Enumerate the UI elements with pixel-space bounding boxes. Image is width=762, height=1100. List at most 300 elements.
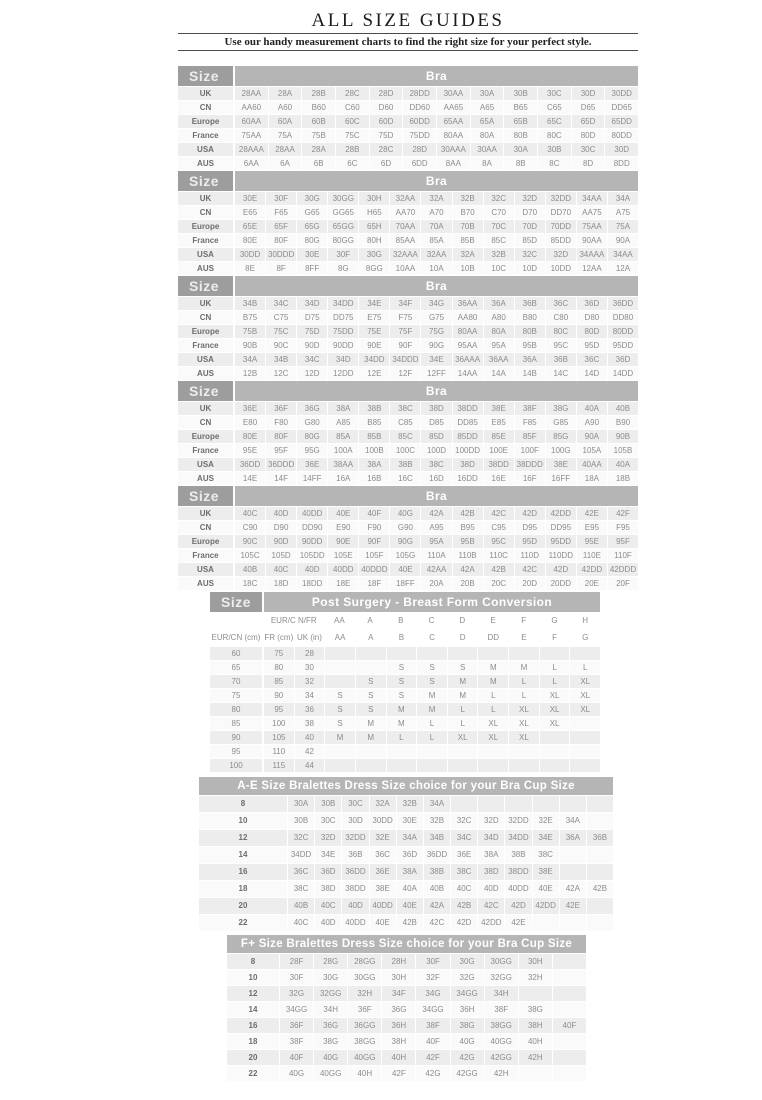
table-cell: 85A (328, 430, 359, 443)
table-row (178, 101, 638, 114)
table-cell: 90F (359, 535, 390, 548)
table-header (178, 171, 638, 191)
table-cell: 30D (572, 87, 606, 100)
table-cell: 36A (560, 830, 587, 846)
table-cell: 42D (515, 507, 546, 520)
table-cell: 80A (471, 129, 505, 142)
table-cell: D65 (572, 101, 606, 114)
table-cell: S (356, 675, 387, 688)
table-cell: 42A (421, 507, 452, 520)
table-cell: 80D (572, 129, 606, 142)
table-cell: 105D (266, 549, 297, 562)
table-cell: 38A (359, 458, 390, 471)
table-cell: 28D (370, 87, 404, 100)
bra-size-table (178, 486, 638, 590)
table-cell: 38H (519, 1018, 553, 1033)
table-cell: 42D (546, 563, 577, 576)
column-header-cell: H (570, 613, 600, 629)
table-cell: 85D (515, 234, 546, 247)
table-cell (448, 745, 479, 758)
table-cell: 38B (424, 864, 451, 880)
table-cell: 65DD (605, 115, 638, 128)
table-cell: 40H (519, 1034, 553, 1049)
table-cell: 105C (235, 549, 266, 562)
table-cell: 85DD (546, 234, 577, 247)
table-cell: 100G (546, 444, 577, 457)
table-cell (356, 759, 387, 772)
table-cell: 10B (453, 262, 484, 275)
table-cell: 95AA (453, 339, 484, 352)
table-cell: E90 (328, 521, 359, 534)
table-cell: 105E (328, 549, 359, 562)
row-label-cell: 8 (199, 796, 287, 812)
category-header-cell: Bra (235, 171, 638, 191)
table-cell: 30GG (485, 954, 519, 969)
table-cell: 90DD (297, 535, 328, 548)
table-cell: 30B (315, 796, 342, 812)
table-cell: 36F (348, 1002, 382, 1017)
table-cell: 95C (546, 339, 577, 352)
table-cell: 10D (515, 262, 546, 275)
table-cell: 16C (390, 472, 421, 485)
table-cell: 100 (264, 717, 295, 730)
table-cell: 80 (210, 703, 262, 716)
table-cell: 80B (504, 129, 538, 142)
table-cell: 42E (577, 507, 608, 520)
table-cell: 34D (297, 297, 328, 310)
row-label-cell: 16 (227, 1018, 279, 1033)
table-cell: 32 (295, 675, 326, 688)
table-cell: 42A (424, 898, 451, 914)
table-cell: 75A (269, 129, 303, 142)
table-cell: 6A (269, 157, 303, 170)
table-cell: DD80 (608, 311, 638, 324)
table-cell (587, 915, 613, 931)
table-cell: 36E (235, 402, 266, 415)
table-cell: 42H (485, 1066, 519, 1081)
table-cell: S (387, 689, 418, 702)
table-cell (325, 675, 356, 688)
table-cell: 8AA (437, 157, 471, 170)
table-cell: 30C (572, 143, 606, 156)
table-cell: C75 (266, 311, 297, 324)
table-cell: C95 (484, 521, 515, 534)
column-header-cell: F (509, 613, 540, 629)
table-cell: 80G (297, 430, 328, 443)
table-cell: 30AA (437, 87, 471, 100)
table-cell: 100A (328, 444, 359, 457)
table-cell: 10C (484, 262, 515, 275)
table-cell (417, 745, 448, 758)
table-cell: 30C (342, 796, 369, 812)
table-cell: E85 (484, 416, 515, 429)
table-cell: 32B (453, 192, 484, 205)
table-row (178, 507, 638, 520)
table-cell: 85C (390, 430, 421, 443)
table-cell: 6B (302, 157, 336, 170)
row-label-cell: UK (178, 192, 233, 205)
table-cell (560, 864, 587, 880)
row-label-cell: Europe (178, 535, 233, 548)
table-cell: L (540, 675, 571, 688)
row-label-cell: USA (178, 143, 233, 156)
table-cell: XL (509, 703, 540, 716)
table-cell: M (387, 717, 418, 730)
row-label-cell: 22 (199, 915, 287, 931)
table-cell: 30A (288, 796, 315, 812)
table-cell: 70AA (390, 220, 421, 233)
row-label-cell: UK (178, 402, 233, 415)
table-cell: 38E (484, 402, 515, 415)
table-cell: F75 (390, 311, 421, 324)
table-cell: 42DD (546, 507, 577, 520)
table-cell: 38D (315, 881, 342, 897)
column-header-cell: G (570, 630, 600, 646)
table-cell: 60D (370, 115, 404, 128)
table-cell: 40GG (314, 1066, 348, 1081)
table-cell: 34D (478, 830, 505, 846)
table-cell: 40C (235, 507, 266, 520)
table-cell: 40C (315, 898, 342, 914)
table-cell: C70 (484, 206, 515, 219)
table-cell: 100B (359, 444, 390, 457)
row-label-cell: 12 (227, 986, 279, 1001)
column-header-cell: B (387, 630, 418, 646)
table-cell: 40G (451, 1034, 485, 1049)
table-cell: 14B (515, 367, 546, 380)
table-cell: 32H (348, 986, 382, 1001)
table-row (178, 339, 638, 352)
table-cell: L (478, 689, 509, 702)
table-cell: 40D (266, 507, 297, 520)
table-row (178, 472, 638, 485)
table-cell: 36E (297, 458, 328, 471)
table-cell (587, 847, 613, 863)
size-guide-page (0, 9, 762, 1081)
table-cell: 32A (421, 192, 452, 205)
table-cell: 75C (266, 325, 297, 338)
table-cell: L (509, 675, 540, 688)
table-cell: AA60 (235, 101, 269, 114)
table-cell: 18C (235, 577, 266, 590)
table-cell: 38D (421, 402, 452, 415)
table-cell: D75 (297, 311, 328, 324)
table-cell: B70 (453, 206, 484, 219)
column-header-cell: A (356, 630, 387, 646)
table-cell: 75F (390, 325, 421, 338)
table-cell: DD65 (605, 101, 638, 114)
table-header (178, 381, 638, 401)
column-header-cell: D (447, 613, 478, 629)
table-cell: 34 (295, 689, 326, 702)
column-header-cell: A (355, 613, 386, 629)
table-row (178, 311, 638, 324)
table-cell: D80 (577, 311, 608, 324)
row-label-cell: 8 (227, 954, 279, 969)
table-cell: B90 (608, 416, 638, 429)
table-cell: 36G (314, 1018, 348, 1033)
table-cell: 75 (264, 647, 295, 660)
table-cell: 12D (297, 367, 328, 380)
table-cell: 75C (336, 129, 370, 142)
table-cell: 36D (608, 353, 638, 366)
table-cell: 42GG (451, 1066, 485, 1081)
table-row (178, 129, 638, 142)
row-label-cell: CN (178, 101, 233, 114)
title-block (178, 9, 638, 51)
table-cell: 70D (515, 220, 546, 233)
table-cell: 32DD (546, 192, 577, 205)
table-row (178, 402, 638, 415)
table-cell: 80H (359, 234, 390, 247)
table-cell: 65AA (437, 115, 471, 128)
bralettes-fplus-table (227, 935, 586, 1081)
table-cell: 34AA (577, 192, 608, 205)
table-cell: G80 (297, 416, 328, 429)
table-cell (478, 745, 509, 758)
table-cell: 20E (577, 577, 608, 590)
table-cell: L (570, 661, 600, 674)
table-cell (560, 915, 587, 931)
table-cell: 30AA (471, 143, 505, 156)
table-cell: 34G (421, 297, 452, 310)
table-cell: 8DD (605, 157, 638, 170)
table-cell: 42C (515, 563, 546, 576)
table-cell: 105G (390, 549, 421, 562)
table-cell: 36B (342, 847, 369, 863)
table-cell: 40GG (348, 1050, 382, 1065)
table-cell (325, 647, 356, 660)
table-cell (540, 647, 571, 660)
table-row (178, 248, 638, 261)
row-label-cell: France (178, 444, 233, 457)
table-cell: 6C (336, 157, 370, 170)
column-header-cell: G (540, 613, 571, 629)
table-cell: 80AA (453, 325, 484, 338)
table-cell: 36DDD (266, 458, 297, 471)
table-cell: 42 (295, 745, 326, 758)
table-cell: 8A (471, 157, 505, 170)
table-cell: 38 (295, 717, 326, 730)
table-cell: L (387, 731, 418, 744)
table-cell: 36G (297, 402, 328, 415)
table-cell: 36B (587, 830, 613, 846)
table-row (199, 847, 613, 863)
table-cell: 38DD (342, 881, 369, 897)
table-cell: 32C (288, 830, 315, 846)
table-header (178, 276, 638, 296)
table-cell: L (417, 731, 448, 744)
table-row (178, 416, 638, 429)
table-cell: 40E (533, 881, 560, 897)
table-cell: 40D (315, 915, 342, 931)
table-cell: 40DD (342, 915, 369, 931)
table-cell: L (448, 717, 479, 730)
row-label-cell: AUS (178, 577, 233, 590)
table-cell: C65 (538, 101, 572, 114)
table-cell: E80 (235, 416, 266, 429)
table-cell: 60A (269, 115, 303, 128)
table-cell: 18D (266, 577, 297, 590)
table-cell: 38A (328, 402, 359, 415)
table-row (178, 206, 638, 219)
table-cell: 42F (382, 1066, 416, 1081)
table-cell (448, 759, 479, 772)
table-cell: B80 (515, 311, 546, 324)
table-cell: 110A (421, 549, 452, 562)
table-cell: AA80 (453, 311, 484, 324)
table-cell: 75AA (235, 129, 269, 142)
table-cell: 40D (297, 563, 328, 576)
table-cell: 34B (235, 297, 266, 310)
table-cell: S (325, 717, 356, 730)
table-cell: A95 (421, 521, 452, 534)
table-row (178, 115, 638, 128)
table-cell: 6DD (403, 157, 437, 170)
table-cell: 90G (421, 339, 452, 352)
table-cell: D60 (370, 101, 404, 114)
table-cell: 32H (519, 970, 553, 985)
table-cell: 34D (328, 353, 359, 366)
table-cell: 42G (416, 1066, 450, 1081)
row-label-cell: UK (178, 507, 233, 520)
table-cell: 38DD (453, 402, 484, 415)
table-cell: 75DD (403, 129, 437, 142)
table-row (178, 353, 638, 366)
table-cell: D95 (515, 521, 546, 534)
table-cell: 95D (577, 339, 608, 352)
row-label-cell: 18 (199, 881, 287, 897)
table-cell: 85B (453, 234, 484, 247)
table-cell: 38AA (328, 458, 359, 471)
table-cell (587, 864, 613, 880)
table-cell: 40D (342, 898, 369, 914)
table-cell: 36E (451, 847, 478, 863)
table-cell: 40AA (577, 458, 608, 471)
table-cell (356, 661, 387, 674)
category-header-cell: Bra (235, 276, 638, 296)
table-cell (553, 954, 586, 969)
table-cell: 70 (210, 675, 262, 688)
table-cell: 105 (264, 731, 295, 744)
table-cell: G85 (546, 416, 577, 429)
table-cell (519, 986, 553, 1001)
row-label-cell: 20 (199, 898, 287, 914)
table-cell: 36AA (484, 353, 515, 366)
table-cell: 40H (348, 1066, 382, 1081)
table-cell (540, 745, 571, 758)
table-cell: 60B (302, 115, 336, 128)
table-row (210, 661, 600, 674)
table-cell: 36C (370, 847, 397, 863)
table-cell: 42D (451, 915, 478, 931)
table-cell: A85 (328, 416, 359, 429)
table-row (178, 549, 638, 562)
table-cell: 38B (505, 847, 532, 863)
table-cell: C80 (546, 311, 577, 324)
row-label-cell: AUS (178, 472, 233, 485)
table-cell: 85E (484, 430, 515, 443)
header-row (210, 613, 600, 629)
table-cell: 20B (453, 577, 484, 590)
table-cell: 12A (608, 262, 638, 275)
column-header-cell: DD (478, 630, 509, 646)
table-cell: 32GG (485, 970, 519, 985)
table-cell: 28AA (269, 143, 303, 156)
row-label-cell: 10 (227, 970, 279, 985)
table-cell: 38G (546, 402, 577, 415)
table-cell: 95 (210, 745, 262, 758)
table-cell: 90A (577, 430, 608, 443)
page-title: ALL SIZE GUIDES (311, 10, 505, 31)
table-cell: 30 (295, 661, 326, 674)
table-cell: 30B (538, 143, 572, 156)
table-cell: 42GG (485, 1050, 519, 1065)
table-cell: 65 (210, 661, 262, 674)
table-cell: 20DD (546, 577, 577, 590)
table-cell: D85 (421, 416, 452, 429)
table-cell: 34AAA (577, 248, 608, 261)
table-cell: DD70 (546, 206, 577, 219)
table-cell: 40E (370, 915, 397, 931)
table-cell: 30G (314, 970, 348, 985)
table-cell: 95A (421, 535, 452, 548)
row-label-cell: 22 (227, 1066, 279, 1081)
table-cell: 75AA (577, 220, 608, 233)
column-header-cell: C (417, 630, 448, 646)
table-cell (553, 1050, 586, 1065)
table-cell: 32B (424, 813, 451, 829)
table-cell: 28F (280, 954, 314, 969)
table-cell: 34E (533, 830, 560, 846)
table-cell: 36F (266, 402, 297, 415)
table-cell: 40GG (485, 1034, 519, 1049)
table-cell: 60 (210, 647, 262, 660)
category-header-cell: Bra (235, 66, 638, 86)
table-cell: 40B (288, 898, 315, 914)
table-cell: 32AAA (390, 248, 421, 261)
table-cell: 38DD (505, 864, 532, 880)
table-cell: 30G (297, 192, 328, 205)
table-cell: 14D (577, 367, 608, 380)
table-cell: 10A (421, 262, 452, 275)
table-cell: 28B (302, 87, 336, 100)
size-header-cell: Size (178, 381, 233, 401)
table-cell: 30A (471, 87, 505, 100)
table-cell: 8GG (359, 262, 390, 275)
column-header-cell: EUR/CN (cm) (210, 630, 262, 646)
table-cell: F90 (359, 521, 390, 534)
table-cell: 65C (538, 115, 572, 128)
table-row (227, 1018, 586, 1033)
table-row (178, 367, 638, 380)
table-cell: 34AA (608, 248, 638, 261)
column-header-cell: F (540, 630, 571, 646)
table-cell: 34E (359, 297, 390, 310)
table-cell: 36DD (342, 864, 369, 880)
corner-cell (210, 613, 262, 629)
table-cell: 14E (235, 472, 266, 485)
page-subtitle: Use our handy measurement charts to find the right size for your perfect style. (224, 36, 592, 48)
table-cell: 32B (484, 248, 515, 261)
table-cell: 30GG (328, 192, 359, 205)
table-cell: 85DD (453, 430, 484, 443)
table-cell: 36A (484, 297, 515, 310)
table-cell (587, 898, 613, 914)
table-cell: 38DDD (515, 458, 546, 471)
row-label-cell: Europe (178, 430, 233, 443)
table-cell: S (417, 675, 448, 688)
